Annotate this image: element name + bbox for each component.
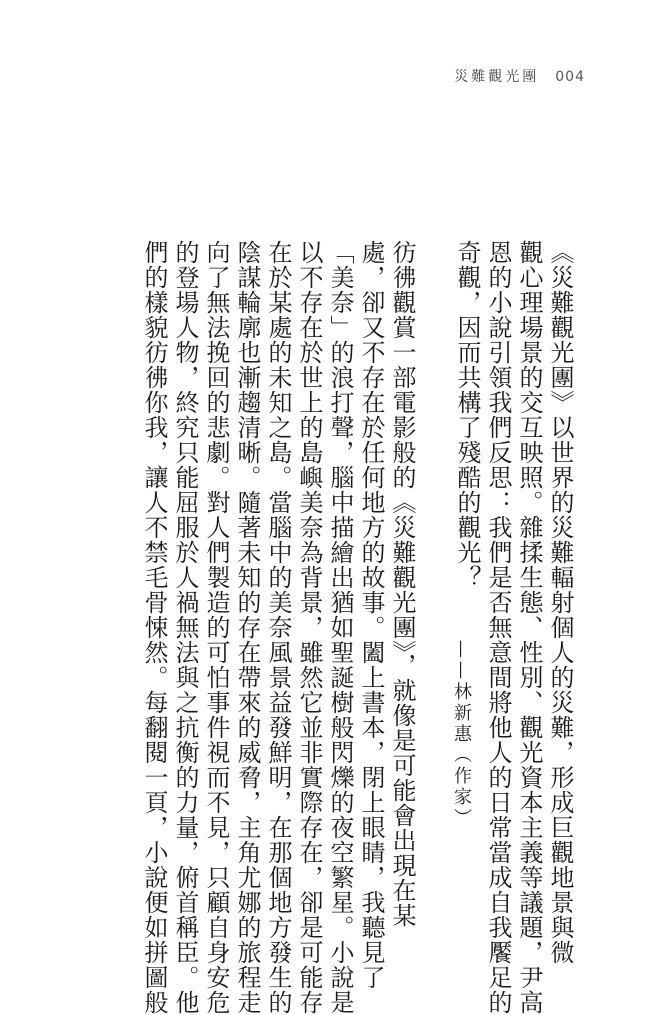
- running-header: [454, 66, 585, 86]
- body-line: 們的樣貌彷彿你我，讓人不禁毛骨悚然。每翻閱一頁，小說便如拼圖般: [140, 240, 168, 1015]
- body-line: 以不存在於世上的島嶼美奈為背景，雖然它並非實際存在，卻是可能存: [295, 240, 323, 1015]
- book-title: 災難觀光團: [454, 69, 540, 85]
- body-line: 在於某處的未知之島。當腦中的美奈風景益發鮮明，在那個地方發生的: [264, 240, 292, 1015]
- quote-attribution: ——林新惠（作家）: [451, 640, 472, 829]
- body-line: 向了無法挽回的悲劇。對人們製造的可怕事件視而不見，只顧自身安危: [202, 240, 230, 1015]
- quote-line: 奇觀，因而共構了殘酷的觀光？: [453, 240, 481, 590]
- body-line: 「美奈」的浪打聲，腦中描繪出猶如聖誕樹般閃爍的夜空繁星。小說是: [326, 240, 354, 1015]
- body-line: 的登場人物，終究只能屈服於人禍無法與之抗衡的力量，俯首稱臣。他: [171, 240, 199, 1015]
- quote-line: 《災難觀光團》以世界的災難輻射個人的災難，形成巨觀地景與微: [546, 240, 574, 965]
- body-line: 陰謀輪廓也漸趨清晰。隨著未知的存在帶來的威脅，主角尤娜的旅程走: [233, 240, 261, 1015]
- quote-line: 恩的小說引領我們反思：我們是否無意間將他人的日常當成自我饜足的: [484, 240, 512, 1015]
- quote-line: 觀心理場景的交互映照。雜揉生態、性別、觀光資本主義等議題，尹高: [515, 240, 543, 1015]
- body-text: [138, 240, 417, 1015]
- body-line: 彷彿觀賞一部電影般的《災難觀光團》，就像是可能會出現在某: [388, 240, 416, 928]
- page-number: 004: [555, 69, 585, 85]
- body-line: 處，卻又不存在於任何地方的故事。闔上書本，閉上眼睛，我聽見了: [357, 240, 385, 990]
